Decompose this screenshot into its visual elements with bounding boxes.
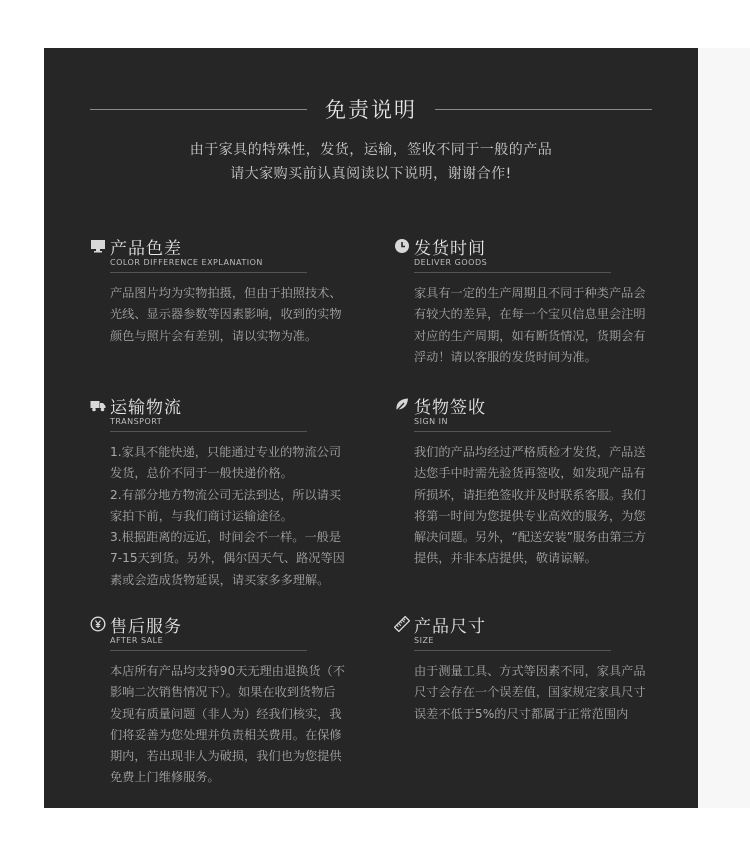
section-title: 产品尺寸 [414,616,486,637]
body-line: 对应的生产周期，如有断货情况，货期会有 [414,328,646,343]
body-line: 3.根据距离的远近，时间会不一样。一般是 [110,530,342,545]
section-subtitle: SIGN IN [414,417,449,426]
ruler-icon [394,616,410,632]
body-line: 颜色与照片会有差别，请以实物为准。 [110,328,318,343]
body-line: 有较大的差异，在每一个宝贝信息里会注明 [414,307,646,322]
disclaimer-panel [44,48,698,808]
section-divider [414,272,611,273]
right-margin-strip [698,48,750,808]
body-line: 家具有一定的生产周期且不同于种类产品会 [414,286,646,300]
body-line: 2.有部分地方物流公司无法到达，所以请买 [110,487,342,502]
section-divider [414,650,611,651]
section-sign-in [394,394,647,570]
body-line: 由于测量工具、方式等因素不同，家具产品 [414,664,646,678]
body-line: 免费上门维修服务。 [110,770,220,785]
intro-line-2: 请大家购买前认真阅读以下说明，谢谢合作! [230,166,512,182]
intro-line-1: 由于家具的特殊性，发货，运输，签收不同于一般的产品 [189,142,553,158]
section-subtitle: DELIVER GOODS [414,258,488,267]
body-line: 浮动！请以客服的发货时间为准。 [414,349,597,364]
monitor-icon [90,238,106,254]
body-line: 误差不低于5%的尺寸都属于正常范围内 [414,706,629,721]
body-line: 将第一时间为您提供专业高效的服务，为您 [414,508,646,523]
section-body [414,283,664,368]
body-line: 1.家具不能快递，只能通过专业的物流公司 [110,445,342,459]
title-divider-left [90,109,307,110]
section-title: 发货时间 [414,238,486,259]
section-delivery-time [394,235,644,368]
clock-icon [394,238,410,254]
body-line: 产品图片均为实物拍摄，但由于拍照技术、 [110,286,342,300]
body-line: 家拍下前，与我们商讨运输途径。 [110,508,293,523]
section-divider [414,431,611,432]
body-line: 发现有质量问题（非人为）经我们核实，我 [110,706,342,721]
section-title: 售后服务 [110,616,182,637]
leaf-icon [394,397,410,413]
section-title: 运输物流 [110,397,182,418]
yen-icon [90,616,106,632]
body-line: 期内，若出现非人为破损，我们也为您提供 [110,749,342,764]
section-subtitle: AFTER SALE [110,636,164,645]
title-row [90,94,652,124]
body-line: 本店所有产品均支持90天无理由退换货（不 [110,664,345,678]
section-body [414,661,664,725]
section-divider [110,650,307,651]
body-line: 光线、显示器参数等因素影响，收到的实物 [110,307,342,322]
section-body [110,661,360,789]
section-body [110,283,360,347]
page-title: 免责说明 [325,98,417,122]
body-line: 7-15天到货。另外，偶尔因天气、路况等因 [110,551,345,566]
section-subtitle: SIZE [414,636,434,645]
body-line: 发货，总价不同于一般快递价格。 [110,466,293,481]
section-subtitle: TRANSPORT [110,417,163,426]
section-divider [110,431,307,432]
section-body [414,442,664,570]
body-line: 所损坏，请拒绝签收并及时联系客服。我们 [414,487,646,502]
section-color-difference [90,235,340,347]
truck-icon [90,397,106,413]
body-line: 我们的产品均经过严格质检才发货，产品送 [414,445,646,459]
body-line: 尺寸会存在一个误差值，国家规定家具尺寸 [414,685,646,700]
body-line: 影响二次销售情况下）。如果在收到货物后 [110,685,336,700]
section-divider [110,272,307,273]
section-after-sale [90,613,345,789]
body-line: 达您手中时需先验货再签收，如发现产品有 [414,466,646,481]
section-title: 产品色差 [110,238,182,259]
body-line: 素或会造成货物延误，请买家多多理解。 [110,572,330,587]
section-subtitle: COLOR DIFFERENCE EXPLANATION [110,258,263,267]
section-size [394,613,644,725]
section-transport [90,394,345,591]
body-line: 解决问题。另外，“配送安装”服务由第三方 [414,530,647,545]
body-line: 们将妥善为您处理并负责相关费用。在保修 [110,727,342,742]
title-divider-right [435,109,652,110]
section-title: 货物签收 [414,397,486,418]
section-body [110,442,360,591]
body-line: 提供，并非本店提供，敬请谅解。 [414,551,597,566]
